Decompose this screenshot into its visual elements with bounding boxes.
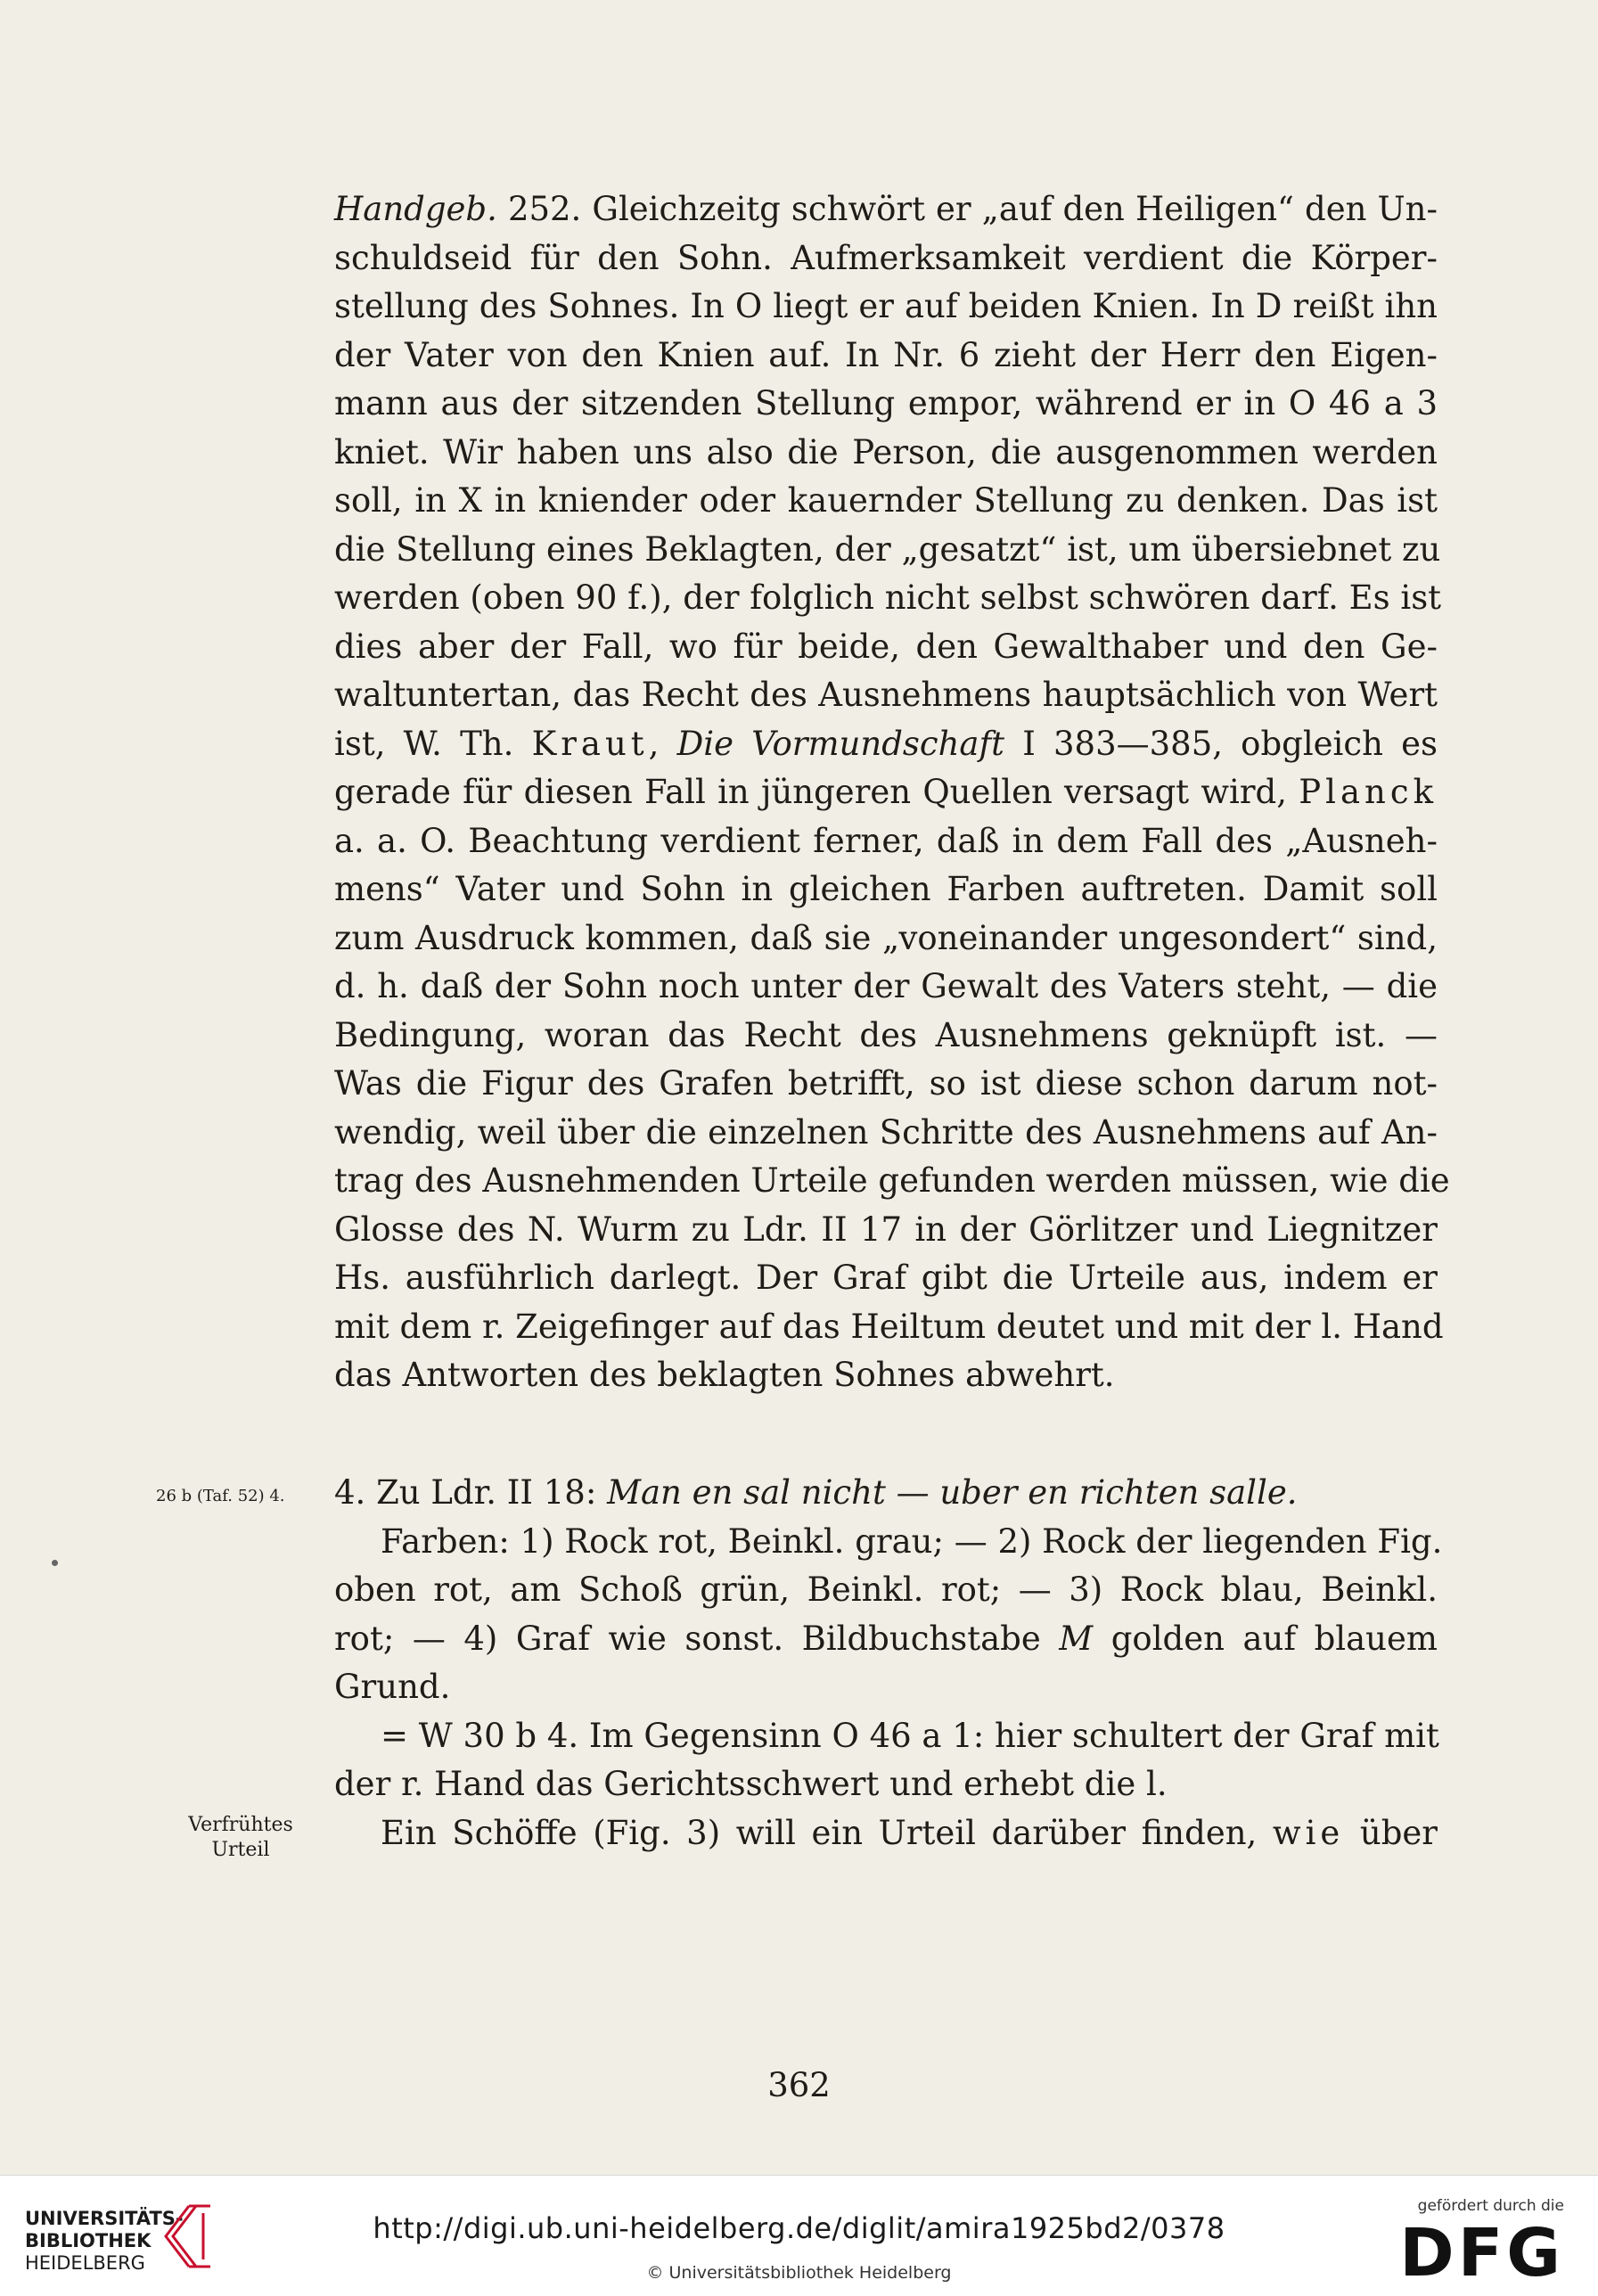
text-line: werden (oben 90 f.), der folglich nicht selbst schwören darf. Es ist bbox=[334, 578, 1442, 617]
section-heading: 4. Zu Ldr. II 18: Man en sal nicht — uber en richten salle. bbox=[334, 1473, 1298, 1512]
italic-term: Handgeb. bbox=[334, 190, 497, 228]
text-line: Ein Schöffe (Fig. 3) will ein Urteil darüber finden, wie über bbox=[381, 1813, 1438, 1852]
text-line: d. h. daß der Sohn noch unter der Gewalt des Vaters steht, — die bbox=[334, 967, 1438, 1005]
author-name: Kraut bbox=[531, 724, 649, 763]
text-line: zum Ausdruck kommen, daß sie „voneinander ungesondert“ sind, bbox=[334, 918, 1438, 957]
text-line: mann aus der sitzenden Stellung empor, während er in O 46 a 3 bbox=[334, 384, 1438, 422]
text-line: oben rot, am Schoß grün, Beinkl. rot; — 3) Rock blau, Beinkl. bbox=[334, 1570, 1438, 1609]
dfg-logo: DFG bbox=[1399, 2215, 1564, 2292]
text-line: das Antworten des beklagten Sohnes abwehrt. bbox=[334, 1356, 1115, 1394]
text-line: Bedingung, woran das Recht des Ausnehmens geknüpft ist. — bbox=[334, 1015, 1438, 1054]
spaced-word: wie bbox=[1272, 1813, 1345, 1852]
text-line: wendig, weil über die einzelnen Schritte des Ausnehmens auf An- bbox=[334, 1112, 1438, 1152]
book-title: Die Vormundschaft bbox=[676, 724, 1005, 763]
margin-note: Verfrühtes Urteil bbox=[188, 1814, 293, 1861]
text-line: waltuntertan, das Recht des Ausnehmens hauptsächlich von Wert bbox=[334, 676, 1438, 714]
text-line: der r. Hand das Gerichtsschwert und erhebt die l. bbox=[334, 1765, 1168, 1803]
text-line: der Vater von den Knien auf. In Nr. 6 zieht der Herr den Eigen- bbox=[334, 335, 1438, 374]
text-line: Grund. bbox=[334, 1668, 451, 1706]
funding-caption: gefördert durch die bbox=[1417, 2197, 1564, 2215]
text-line: Handgeb. 252. Gleichzeitg schwört er „auf den Heiligen“ den Un- bbox=[334, 190, 1438, 228]
text-line: dies aber der Fall, wo für beide, den Gewalthaber und den Ge- bbox=[334, 627, 1438, 666]
margin-reference: 26 b (Taf. 52) 4. bbox=[156, 1487, 285, 1505]
text-line: mens“ Vater und Sohn in gleichen Farben auftreten. Damit soll bbox=[334, 870, 1438, 908]
page-number: 362 bbox=[767, 2066, 831, 2104]
text-line: Farben: 1) Rock rot, Beinkl. grau; — 2) Rock der liegenden Fig. bbox=[381, 1521, 1443, 1561]
text-line: a. a. O. Beachtung verdient ferner, daß in dem Fall des „Ausneh- bbox=[334, 821, 1438, 860]
text-line: rot; — 4) Graf wie sonst. Bildbuchstabe M golden auf blauem bbox=[334, 1619, 1438, 1658]
footer-bar bbox=[0, 2175, 1598, 2296]
text-line: Glosse des N. Wurm zu Ldr. II 17 in der Görlitzer und Liegnitzer bbox=[334, 1210, 1438, 1249]
text-line: stellung des Sohnes. In O liegt er auf beiden Knien. In D reißt ihn bbox=[334, 287, 1438, 325]
author-name: Planck bbox=[1299, 773, 1438, 811]
text-line: Was die Figur des Grafen betrifft, so ist diese schon darum not- bbox=[334, 1064, 1438, 1103]
text-line: gerade für diesen Fall in jüngeren Quellen versagt wird, Planck bbox=[334, 773, 1438, 811]
paragraph-main bbox=[334, 185, 1450, 1400]
text-line: trag des Ausnehmenden Urteile gefunden werden müssen, wie die bbox=[334, 1161, 1450, 1200]
ink-speck bbox=[52, 1560, 58, 1566]
text-line: Hs. ausführlich darlegt. Der Graf gibt die Urteile aus, indem er bbox=[334, 1259, 1438, 1297]
text-line: kniet. Wir haben uns also die Person, die ausgenommen werden bbox=[334, 432, 1438, 472]
text-line: mit dem r. Zeigefinger auf das Heiltum deutet und mit der l. Hand bbox=[334, 1307, 1444, 1346]
text-line: = W 30 b 4. Im Gegensinn O 46 a 1: hier schultert der Graf mit bbox=[381, 1716, 1439, 1755]
letter-m: M bbox=[1059, 1619, 1094, 1658]
copyright-notice: © Universitätsbibliothek Heidelberg bbox=[646, 2263, 952, 2283]
text-line: schuldseid für den Sohn. Aufmerksamkeit verdient die Körper- bbox=[334, 238, 1438, 277]
library-logo-text: UNIVERSITÄTS- BIBLIOTHEK HEIDELBERG bbox=[25, 2208, 184, 2274]
text-line: ist, W. Th. Kraut, Die Vormundschaft I 383—385, obgleich es bbox=[334, 724, 1438, 763]
permalink-url[interactable]: http://digi.ub.uni-heidelberg.de/diglit/amira1925bd2/0378 bbox=[373, 2211, 1225, 2245]
section-4 bbox=[334, 1469, 1443, 1857]
text-line: soll, in X in kniender oder kauernder Stellung zu denken. Das ist bbox=[334, 481, 1438, 520]
text-line: die Stellung eines Beklagten, der „gesatzt“ ist, um übersiebnet zu bbox=[334, 529, 1441, 569]
